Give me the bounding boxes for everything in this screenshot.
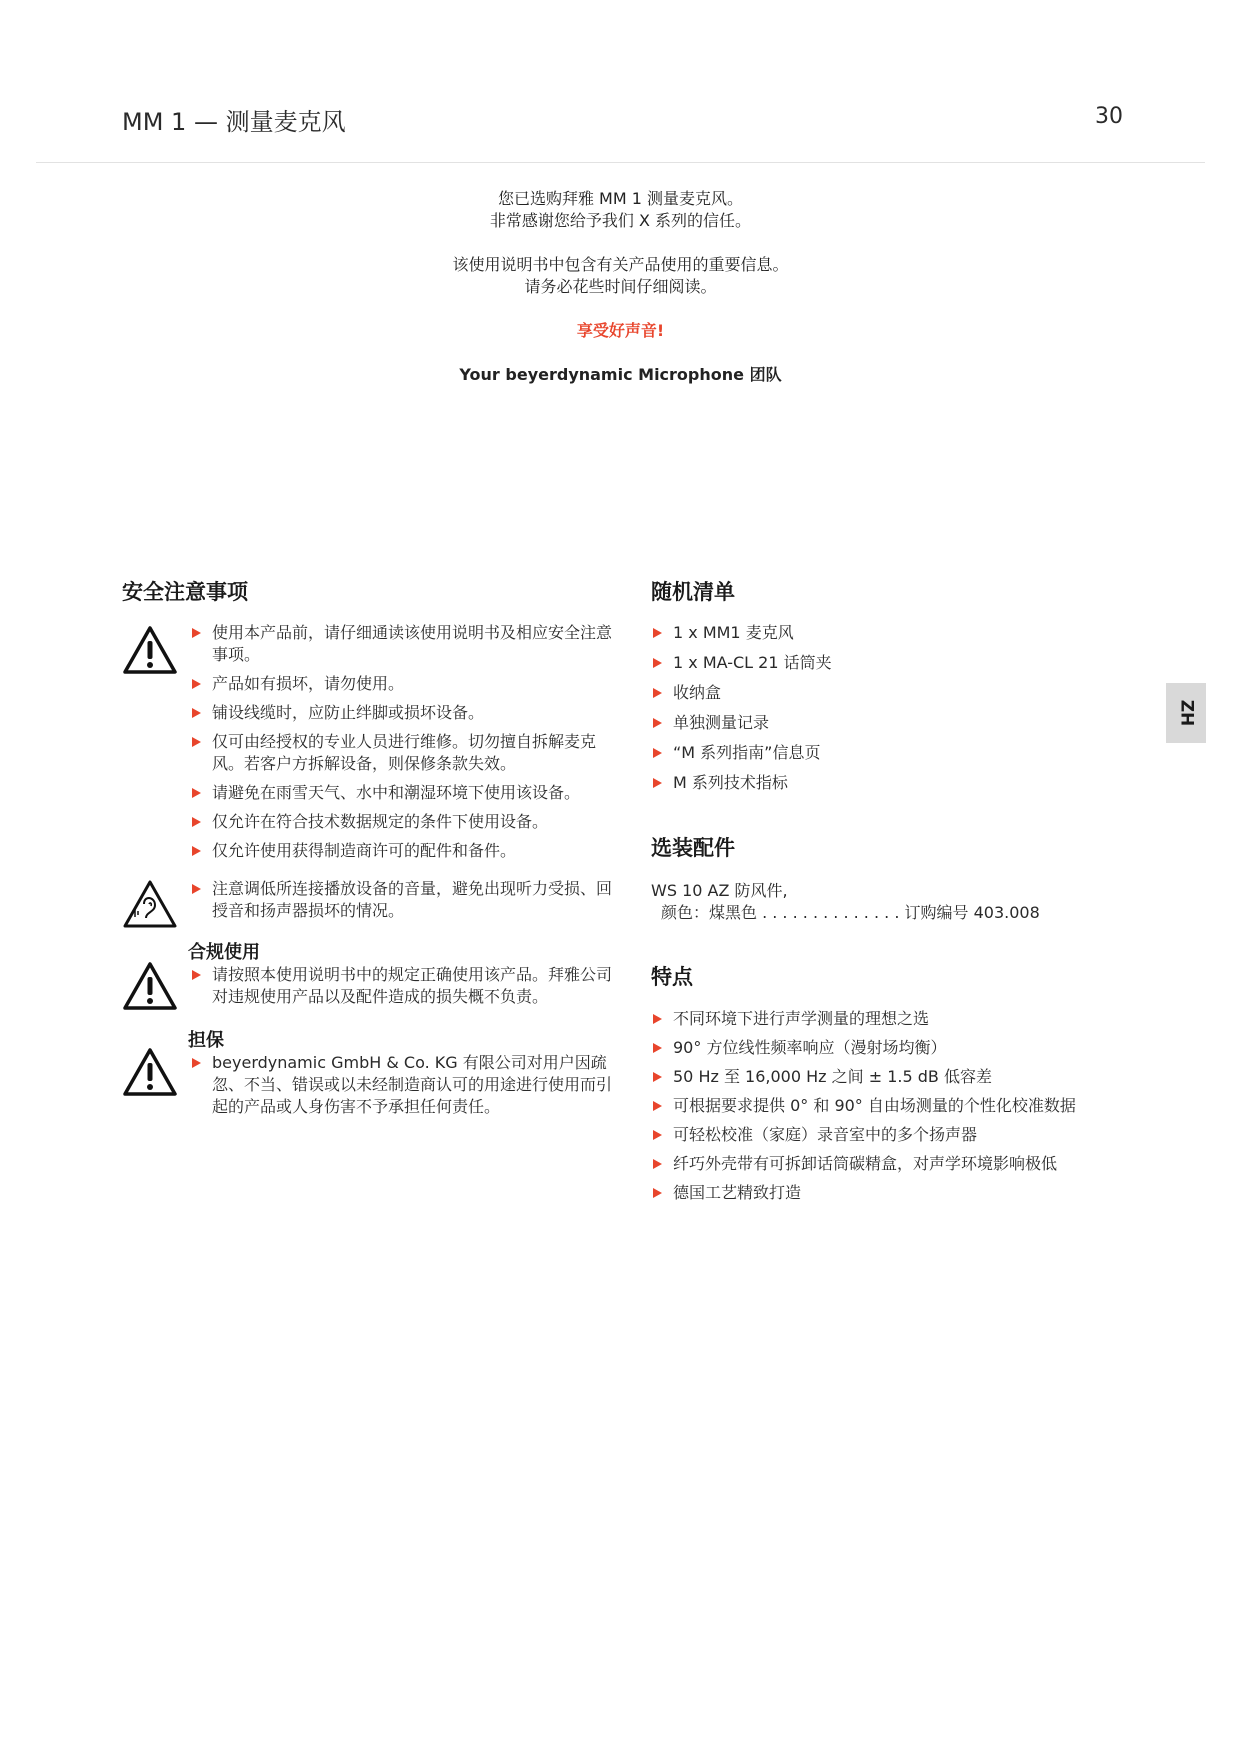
list-item: 单独测量记录 [651, 712, 1131, 734]
list-item: 1 x MA-CL 21 话筒夹 [651, 652, 1131, 674]
warranty-list [190, 1052, 620, 1118]
list-item: 请按照本使用说明书中的规定正确使用该产品。拜雅公司对违规使用产品以及配件造成的损失概不负责。 [190, 964, 620, 1008]
list-item: 仅允许在符合技术数据规定的条件下使用设备。 [190, 811, 620, 833]
list-item: beyerdynamic GmbH & Co. KG 有限公司对用户因疏忽、不当、错误或以未经制造商认可的用途进行使用而引起的产品或人身伤害不予承担任何责任。 [190, 1052, 620, 1118]
hearing-list [190, 878, 620, 922]
list-item: 德国工艺精致打造 [651, 1182, 1131, 1204]
warning-icon [122, 1046, 178, 1098]
warning-icon [122, 624, 178, 676]
list-item: 纤巧外壳带有可拆卸话筒碳精盒，对声学环境影响极低 [651, 1153, 1131, 1175]
list-item: 铺设线缆时，应防止绊脚或损坏设备。 [190, 702, 620, 724]
optional-accessory [651, 880, 1040, 924]
list-item: 1 x MM1 麦克风 [651, 622, 1131, 644]
list-item: 请避免在雨雪天气、水中和潮湿环境下使用该设备。 [190, 782, 620, 804]
optional-heading: 选装配件 [651, 836, 735, 860]
accessory-order-line: 颜色：煤黑色 . . . . . . . . . . . . . . 订购编号 403.008 [661, 903, 1040, 922]
list-item: 仅可由经授权的专业人员进行维修。切勿擅自拆解麦克风。若客户方拆解设备，则保修条款失效。 [190, 731, 620, 775]
list-item: 可轻松校准（家庭）录音室中的多个扬声器 [651, 1124, 1131, 1146]
intro-line: 该使用说明书中包含有关产品使用的重要信息。 [452, 255, 789, 274]
list-item: 收纳盒 [651, 682, 1131, 704]
language-tab-label: ZH [1176, 699, 1196, 727]
features-list [651, 1008, 1131, 1211]
hearing-warning-icon [122, 878, 178, 930]
accessory-name: WS 10 AZ 防风件, [651, 881, 788, 900]
intro-signature: Your beyerdynamic Microphone 团队 [459, 365, 782, 384]
page-header-title: MM 1 — 测量麦克风 [122, 108, 346, 136]
warranty-heading: 担保 [188, 1030, 224, 1051]
header-divider [36, 162, 1205, 163]
features-heading: 特点 [651, 965, 693, 989]
language-tab [1166, 683, 1206, 743]
intro-line: 非常感谢您给予我们 X 系列的信任。 [489, 211, 752, 230]
list-item: 使用本产品前，请仔细通读该使用说明书及相应安全注意事项。 [190, 622, 620, 666]
warning-icon [122, 960, 178, 1012]
package-heading: 随机清单 [651, 580, 735, 604]
list-item: 仅允许使用获得制造商许可的配件和备件。 [190, 840, 620, 862]
list-item: 50 Hz 至 16,000 Hz 之间 ± 1.5 dB 低容差 [651, 1066, 1131, 1088]
list-item: “M 系列指南”信息页 [651, 742, 1131, 764]
list-item: M 系列技术指标 [651, 772, 1131, 794]
safety-heading: 安全注意事项 [122, 580, 248, 604]
list-item: 产品如有损坏，请勿使用。 [190, 673, 620, 695]
intro-enjoy: 享受好声音! [576, 321, 665, 340]
intro-block [0, 188, 1241, 386]
compliance-heading: 合规使用 [188, 942, 260, 963]
intro-line: 您已选购拜雅 MM 1 测量麦克风。 [497, 189, 744, 208]
safety-list [190, 622, 620, 869]
safety-section [122, 576, 613, 1116]
package-list [651, 622, 1131, 802]
list-item: 90° 方位线性频率响应（漫射场均衡） [651, 1037, 1131, 1059]
page-number: 30 [1095, 104, 1123, 129]
list-item: 不同环境下进行声学测量的理想之选 [651, 1008, 1131, 1030]
intro-line: 请务必花些时间仔细阅读。 [524, 277, 717, 296]
list-item: 可根据要求提供 0° 和 90° 自由场测量的个性化校准数据 [651, 1095, 1131, 1117]
compliance-list [190, 964, 620, 1008]
list-item: 注意调低所连接播放设备的音量，避免出现听力受损、回授音和扬声器损坏的情况。 [190, 878, 620, 922]
